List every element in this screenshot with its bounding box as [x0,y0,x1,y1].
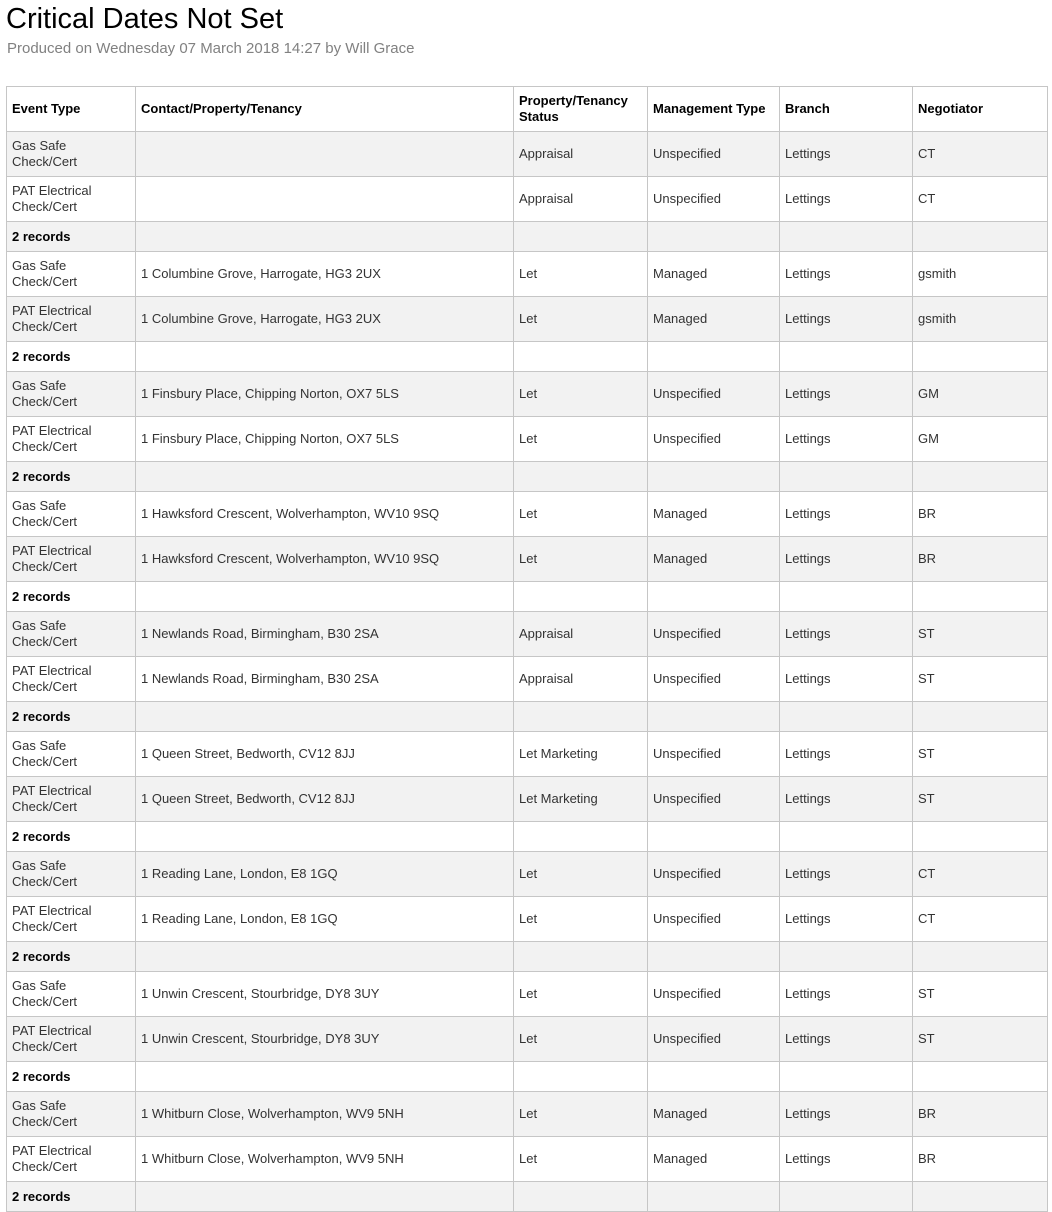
header-row [7,87,1048,132]
table-row [7,492,1048,537]
record-count: 2 records [7,1182,136,1212]
cell-status: Let [514,1017,648,1062]
cell-negotiator: gsmith [913,252,1048,297]
table-row [7,1092,1048,1137]
cell-branch [780,942,913,972]
cell-negotiator: ST [913,777,1048,822]
cell-contact: 1 Newlands Road, Birmingham, B30 2SA [136,612,514,657]
cell-negotiator: CT [913,177,1048,222]
cell-contact: 1 Finsbury Place, Chipping Norton, OX7 5LS [136,372,514,417]
cell-management: Unspecified [648,657,780,702]
column-header-branch: Branch [780,87,913,132]
cell-contact: 1 Hawksford Crescent, Wolverhampton, WV10 9SQ [136,537,514,582]
cell-management: Unspecified [648,897,780,942]
table-row [7,1137,1048,1182]
cell-management: Managed [648,537,780,582]
cell-negotiator: ST [913,732,1048,777]
cell-contact: 1 Newlands Road, Birmingham, B30 2SA [136,657,514,702]
cell-negotiator: BR [913,537,1048,582]
cell-branch: Lettings [780,132,913,177]
cell-branch: Lettings [780,372,913,417]
record-count: 2 records [7,942,136,972]
cell-negotiator: ST [913,972,1048,1017]
cell-status [514,702,648,732]
cell-branch: Lettings [780,777,913,822]
cell-contact: 1 Unwin Crescent, Stourbridge, DY8 3UY [136,972,514,1017]
cell-management: Unspecified [648,972,780,1017]
cell-event: Gas Safe Check/Cert [7,492,136,537]
cell-branch [780,822,913,852]
cell-event: Gas Safe Check/Cert [7,732,136,777]
cell-status: Let Marketing [514,732,648,777]
cell-management [648,1182,780,1212]
cell-management: Unspecified [648,417,780,462]
cell-branch: Lettings [780,1092,913,1137]
table-row [7,417,1048,462]
cell-branch [780,462,913,492]
table-row [7,732,1048,777]
record-count: 2 records [7,222,136,252]
cell-contact: 1 Reading Lane, London, E8 1GQ [136,852,514,897]
cell-contact [136,582,514,612]
cell-status: Let [514,1092,648,1137]
cell-status [514,1182,648,1212]
table-row [7,537,1048,582]
summary-row [7,342,1048,372]
summary-row [7,822,1048,852]
cell-status [514,942,648,972]
summary-row [7,942,1048,972]
cell-negotiator: GM [913,372,1048,417]
cell-contact [136,132,514,177]
table-row [7,297,1048,342]
column-header-property-tenancy-status: Property/Tenancy Status [514,87,648,132]
cell-negotiator: BR [913,1137,1048,1182]
cell-event: Gas Safe Check/Cert [7,252,136,297]
cell-management: Unspecified [648,612,780,657]
cell-negotiator: GM [913,417,1048,462]
cell-contact [136,222,514,252]
cell-contact: 1 Reading Lane, London, E8 1GQ [136,897,514,942]
cell-branch: Lettings [780,417,913,462]
critical-dates-table [6,86,1048,1212]
cell-contact: 1 Finsbury Place, Chipping Norton, OX7 5LS [136,417,514,462]
cell-management: Managed [648,1092,780,1137]
cell-contact: 1 Columbine Grove, Harrogate, HG3 2UX [136,252,514,297]
cell-branch: Lettings [780,1017,913,1062]
cell-event: PAT Electrical Check/Cert [7,657,136,702]
record-count: 2 records [7,462,136,492]
cell-status: Let [514,972,648,1017]
cell-status [514,582,648,612]
cell-contact [136,1062,514,1092]
cell-negotiator [913,1062,1048,1092]
cell-management: Managed [648,1137,780,1182]
table-row [7,177,1048,222]
cell-event: Gas Safe Check/Cert [7,852,136,897]
cell-negotiator: ST [913,1017,1048,1062]
cell-management: Unspecified [648,777,780,822]
cell-management [648,462,780,492]
cell-event: PAT Electrical Check/Cert [7,297,136,342]
cell-management [648,582,780,612]
cell-branch: Lettings [780,897,913,942]
cell-contact [136,702,514,732]
cell-branch [780,222,913,252]
cell-contact [136,942,514,972]
cell-branch: Lettings [780,972,913,1017]
cell-status: Appraisal [514,657,648,702]
cell-status [514,342,648,372]
cell-branch [780,1182,913,1212]
cell-event: Gas Safe Check/Cert [7,972,136,1017]
column-header-event-type: Event Type [7,87,136,132]
cell-contact [136,1182,514,1212]
table-body [7,132,1048,1212]
cell-branch: Lettings [780,252,913,297]
cell-event: Gas Safe Check/Cert [7,1092,136,1137]
cell-management [648,702,780,732]
cell-negotiator [913,342,1048,372]
cell-status: Appraisal [514,177,648,222]
cell-status [514,822,648,852]
cell-branch: Lettings [780,297,913,342]
cell-status: Let [514,897,648,942]
cell-negotiator: CT [913,852,1048,897]
cell-status: Appraisal [514,132,648,177]
cell-negotiator: BR [913,492,1048,537]
cell-event: PAT Electrical Check/Cert [7,537,136,582]
record-count: 2 records [7,1062,136,1092]
table-row [7,1017,1048,1062]
record-count: 2 records [7,702,136,732]
table-header [7,87,1048,132]
table-row [7,897,1048,942]
record-count: 2 records [7,822,136,852]
cell-contact [136,822,514,852]
cell-branch [780,702,913,732]
table-row [7,252,1048,297]
cell-event: Gas Safe Check/Cert [7,132,136,177]
cell-negotiator: CT [913,132,1048,177]
cell-contact: 1 Hawksford Crescent, Wolverhampton, WV10 9SQ [136,492,514,537]
cell-status: Let Marketing [514,777,648,822]
column-header-contact-property-tenancy: Contact/Property/Tenancy [136,87,514,132]
table-row [7,852,1048,897]
cell-event: Gas Safe Check/Cert [7,372,136,417]
cell-management [648,942,780,972]
cell-contact [136,462,514,492]
cell-negotiator: gsmith [913,297,1048,342]
cell-status: Let [514,372,648,417]
cell-branch: Lettings [780,537,913,582]
table-row [7,777,1048,822]
summary-row [7,1062,1048,1092]
cell-event: PAT Electrical Check/Cert [7,897,136,942]
cell-event: Gas Safe Check/Cert [7,612,136,657]
cell-contact: 1 Whitburn Close, Wolverhampton, WV9 5NH [136,1092,514,1137]
cell-negotiator [913,822,1048,852]
cell-event: PAT Electrical Check/Cert [7,177,136,222]
cell-negotiator [913,462,1048,492]
cell-negotiator [913,942,1048,972]
cell-branch [780,582,913,612]
cell-management [648,822,780,852]
cell-branch: Lettings [780,1137,913,1182]
cell-contact: 1 Queen Street, Bedworth, CV12 8JJ [136,732,514,777]
cell-management [648,1062,780,1092]
cell-negotiator: CT [913,897,1048,942]
column-header-management-type: Management Type [648,87,780,132]
cell-status: Let [514,492,648,537]
cell-contact [136,342,514,372]
cell-branch [780,1062,913,1092]
cell-status: Let [514,417,648,462]
cell-contact: 1 Unwin Crescent, Stourbridge, DY8 3UY [136,1017,514,1062]
cell-management: Unspecified [648,177,780,222]
cell-contact [136,177,514,222]
record-count: 2 records [7,582,136,612]
cell-negotiator [913,702,1048,732]
cell-management [648,342,780,372]
cell-management: Managed [648,297,780,342]
cell-branch: Lettings [780,177,913,222]
cell-branch: Lettings [780,492,913,537]
page-title: Critical Dates Not Set [6,3,284,35]
cell-branch [780,342,913,372]
cell-event: PAT Electrical Check/Cert [7,1017,136,1062]
table-row [7,972,1048,1017]
summary-row [7,1182,1048,1212]
cell-status: Let [514,297,648,342]
summary-row [7,582,1048,612]
cell-event: PAT Electrical Check/Cert [7,417,136,462]
cell-status [514,222,648,252]
cell-negotiator: BR [913,1092,1048,1137]
summary-row [7,702,1048,732]
summary-row [7,222,1048,252]
cell-management: Managed [648,492,780,537]
cell-branch: Lettings [780,852,913,897]
table-row [7,612,1048,657]
cell-status: Let [514,252,648,297]
cell-negotiator [913,582,1048,612]
cell-status [514,1062,648,1092]
cell-branch: Lettings [780,732,913,777]
cell-contact: 1 Whitburn Close, Wolverhampton, WV9 5NH [136,1137,514,1182]
cell-contact: 1 Queen Street, Bedworth, CV12 8JJ [136,777,514,822]
cell-negotiator [913,1182,1048,1212]
cell-status: Let [514,1137,648,1182]
column-header-negotiator: Negotiator [913,87,1048,132]
cell-management [648,222,780,252]
table-row [7,372,1048,417]
cell-status: Let [514,537,648,582]
cell-negotiator: ST [913,657,1048,702]
cell-branch: Lettings [780,612,913,657]
page-subtitle: Produced on Wednesday 07 March 2018 14:27 by Will Grace [7,40,415,57]
cell-event: PAT Electrical Check/Cert [7,777,136,822]
summary-row [7,462,1048,492]
cell-contact: 1 Columbine Grove, Harrogate, HG3 2UX [136,297,514,342]
cell-management: Unspecified [648,1017,780,1062]
cell-branch: Lettings [780,657,913,702]
table-row [7,132,1048,177]
cell-event: PAT Electrical Check/Cert [7,1137,136,1182]
cell-management: Unspecified [648,132,780,177]
cell-management: Unspecified [648,372,780,417]
record-count: 2 records [7,342,136,372]
cell-status: Let [514,852,648,897]
table-row [7,657,1048,702]
cell-management: Unspecified [648,852,780,897]
cell-status [514,462,648,492]
cell-negotiator: ST [913,612,1048,657]
cell-negotiator [913,222,1048,252]
cell-management: Unspecified [648,732,780,777]
cell-management: Managed [648,252,780,297]
cell-status: Appraisal [514,612,648,657]
